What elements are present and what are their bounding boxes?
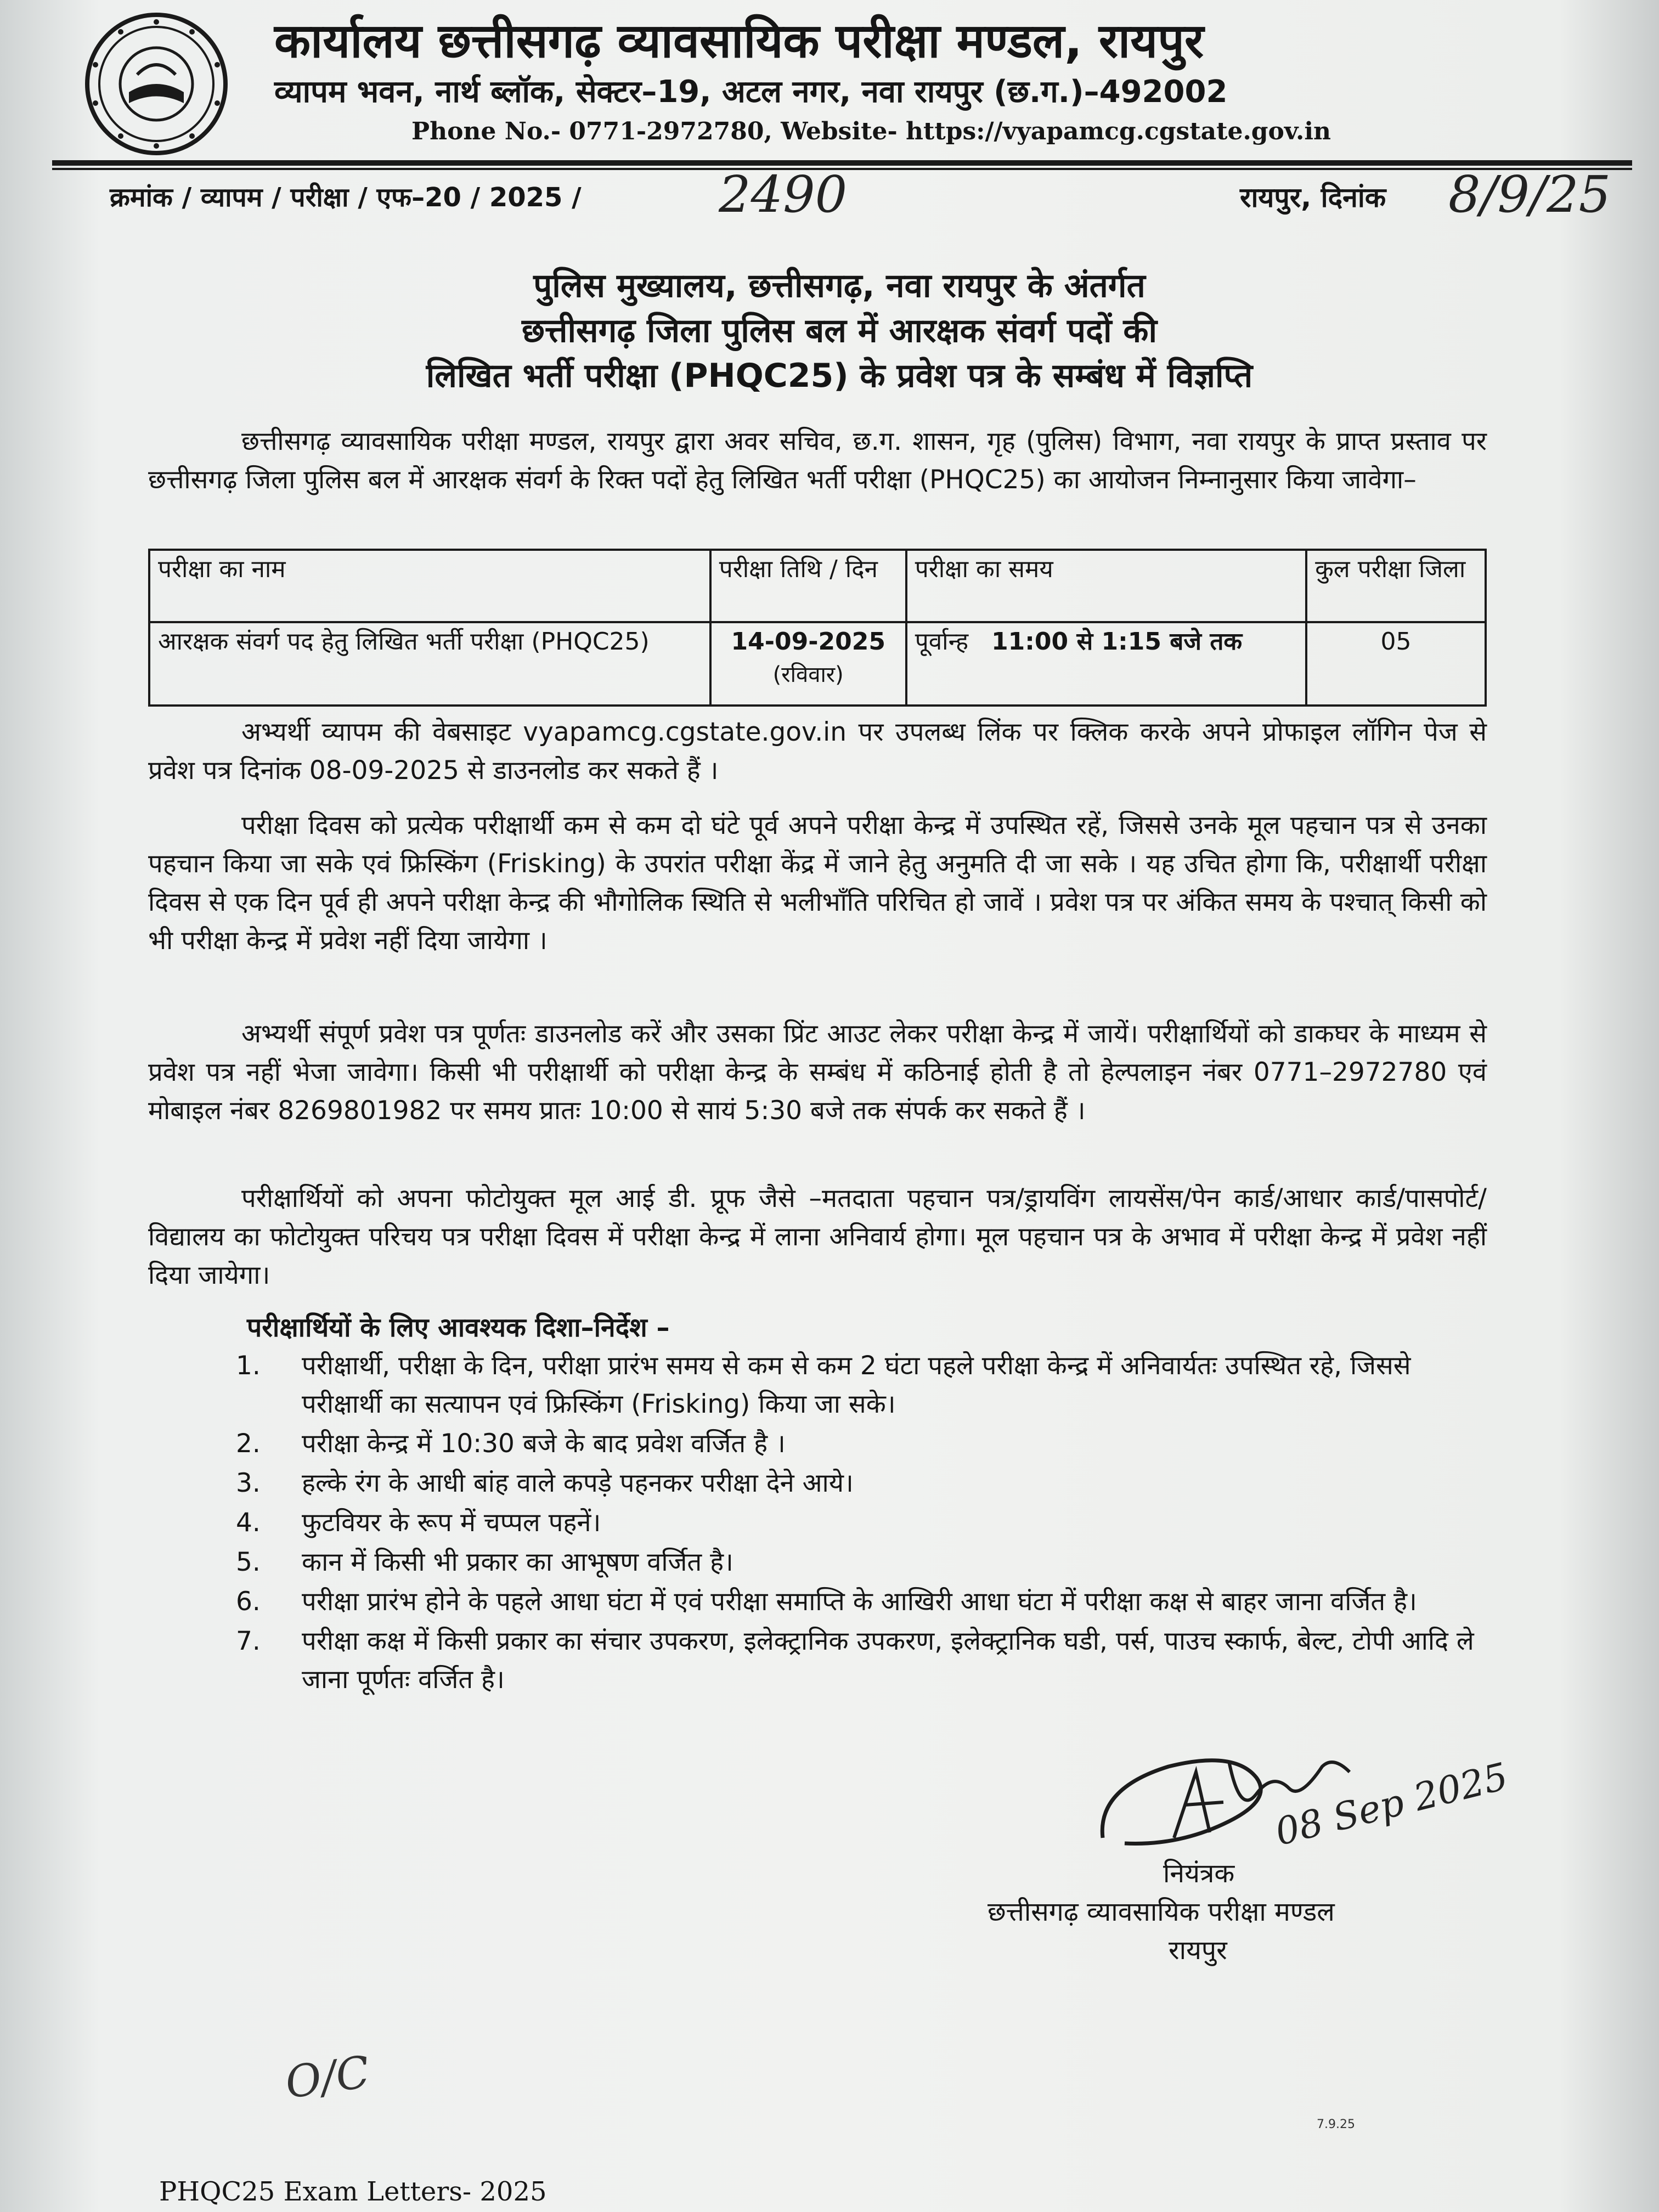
list-item-number: 6. <box>236 1587 261 1617</box>
handwritten-note: O/C <box>282 2046 373 2109</box>
list-item-number: 1. <box>236 1351 261 1381</box>
list-item <box>236 1622 1492 1699</box>
list-item-number: 4. <box>236 1508 261 1538</box>
instructions-list <box>236 1347 1492 1700</box>
list-item <box>236 1347 1492 1424</box>
reference-number-handwritten: 2490 <box>719 165 848 224</box>
list-item-text: परीक्षा प्रारंभ होने के पहले आधा घंटा में एवं परीक्षा समाप्ति के आखिरी आधा घंटा में परीक्षा कक्ष से बाहर जाना वर्जित है। <box>302 1587 1417 1617</box>
list-item-number: 5. <box>236 1547 261 1577</box>
list-item <box>236 1583 1492 1621</box>
exam-date-value: 14-09-2025 <box>731 628 885 656</box>
list-item-text: परीक्षार्थी, परीक्षा के दिन, परीक्षा प्रारंभ समय से कम से कम 2 घंटा पहले परीक्षा केन्द्र में अनिवार्यतः उपस्थित रहे, जिससे परीक्षार्थी का सत्यापन एवं फ्रिस्किंग (Frisking) किया जा सके। <box>302 1351 1411 1419</box>
list-item <box>236 1464 1492 1503</box>
list-item-text: कान में किसी भी प्रकार का आभूषण वर्जित है। <box>302 1547 733 1577</box>
subject-line-2: छत्तीसगढ़ जिला पुलिस बल में आरक्षक संवर्ग पदों की <box>521 312 1157 350</box>
cell-exam-date <box>710 622 906 706</box>
list-item-text: परीक्षा केन्द्र में 10:30 बजे के बाद प्रवेश वर्जित है । <box>302 1429 786 1459</box>
exam-day-value: (रविवार) <box>772 662 844 687</box>
office-contact: Phone No.- 0771-2972780, Website- https://vyapamcg.cgstate.gov.in <box>411 117 1331 145</box>
subject-line-1: पुलिस मुख्यालय, छत्तीसगढ़, नवा रायपुर के अंतर्गत <box>533 267 1146 305</box>
header-total-districts: कुल परीक्षा जिला <box>1306 550 1486 622</box>
header-exam-name: परीक्षा का नाम <box>149 550 710 622</box>
reference-number-label: क्रमांक / व्यापम / परीक्षा / एफ–20 / 2025 / <box>110 182 582 213</box>
signatory-organisation: छत्तीसगढ़ व्यावसायिक परीक्षा मण्डल <box>988 1897 1335 1927</box>
list-item <box>236 1504 1492 1542</box>
table-row <box>149 622 1486 706</box>
date-label: रायपुर, दिनांक <box>1240 182 1386 213</box>
list-item-number: 7. <box>236 1626 261 1656</box>
list-item-number: 3. <box>236 1468 261 1498</box>
reporting-paragraph: परीक्षा दिवस को प्रत्येक परीक्षार्थी कम से कम दो घंटे पूर्व अपने परीक्षा केन्द्र में उपस्थित रहें, जिससे उनके मूल पहचान पत्र से उनका पहचान किया जा सके एवं फ्रिस्किंग (Frisking) के उपरांत परीक्षा केंद्र में जाने हेतु अनुमति दी जा सके । यह उचित होगा कि, परीक्षार्थी परीक्षा दिवस से एक दिन पूर्व ही अपने परीक्षा केन्द्र की भौगोलिक स्थिति से भलीभाँति परिचित हो जावें । प्रवेश पत्र पर अंकित समय के पश्चात् किसी को भी परीक्षा केन्द्र में प्रवेश नहीं दिया जायेगा । <box>148 810 1487 956</box>
instructions-title: परीक्षार्थियों के लिए आवश्यक दिशा–निर्देश – <box>247 1312 670 1343</box>
cell-total-districts: 05 <box>1306 622 1486 706</box>
download-paragraph: अभ्यर्थी व्यापम की वेबसाइट vyapamcg.cgstate.gov.in पर उपलब्ध लिंक पर क्लिक करके अपने प्रोफाइल लॉगिन पेज से प्रवेश पत्र दिनांक 08-09-2025 से डाउनलोड कर सकते हैं । <box>148 717 1487 786</box>
exam-time-value: 11:00 से 1:15 बजे तक <box>991 628 1243 656</box>
exam-schedule-table <box>148 549 1487 707</box>
header-exam-date: परीक्षा तिथि / दिन <box>710 550 906 622</box>
id-proof-paragraph: परीक्षार्थियों को अपना फोटोयुक्त मूल आई डी. प्रूफ जैसे –मतदाता पहचान पत्र/ड्रायविंग लायसेंस/पेन कार्ड/आधार कार्ड/पासपोर्ट/विद्यालय का फोटोयुक्त परिचय पत्र परीक्षा दिवस में परीक्षा केन्द्र में लाना अनिवार्य होगा। मूल पहचान पत्र के अभाव में परीक्षा केन्द्र में प्रवेश नहीं दिया जायेगा। <box>148 1183 1487 1290</box>
list-item <box>236 1425 1492 1463</box>
intro-paragraph: छत्तीसगढ़ व्यावसायिक परीक्षा मण्डल, रायपुर द्वारा अवर सचिव, छ.ग. शासन, गृह (पुलिस) विभाग, नवा रायपुर के प्राप्त प्रस्ताव पर छत्तीसगढ़ जिला पुलिस बल में आरक्षक संवर्ग के रिक्त पदों हेतु लिखित भर्ती परीक्षा (PHQC25) का आयोजन निम्नानुसार किया जावेगा– <box>148 426 1487 495</box>
list-item-text: फुटवियर के रूप में चप्पल पहनें। <box>302 1508 601 1538</box>
exam-time-prefix: पूर्वान्ह <box>915 628 969 656</box>
small-mark: 7.9.25 <box>1317 2118 1355 2131</box>
list-item-text: परीक्षा कक्ष में किसी प्रकार का संचार उपकरण, इलेक्ट्रानिक उपकरण, इलेक्ट्रानिक घडी, पर्स, पाउच स्कार्फ, बेल्ट, टोपी आदि ले जाना पूर्णतः वर्जित है। <box>302 1626 1474 1695</box>
signatory-designation: नियंत्रक <box>1163 1858 1235 1889</box>
subject-line-3: लिखित भर्ती परीक्षा (PHQC25) के प्रवेश पत्र के सम्बंध में विज्ञप्ति <box>426 357 1253 395</box>
signatory-city: रायपुर <box>1169 1935 1227 1966</box>
notice-subject <box>154 263 1525 398</box>
helpline-paragraph: अभ्यर्थी संपूर्ण प्रवेश पत्र पूर्णतः डाउनलोड करें और उसका प्रिंट आउट लेकर परीक्षा केन्द्र में जायें। परीक्षार्थियों को डाकघर के माध्यम से प्रवेश पत्र नहीं भेजा जावेगा। किसी भी परीक्षार्थी को परीक्षा केन्द्र के सम्बंध में कठिनाई होती है तो हेल्पलाइन नंबर 0771–2972780 एवं मोबाइल नंबर 8269801982 पर समय प्रातः 10:00 से सायं 5:30 बजे तक संपर्क कर सकते हैं । <box>148 1019 1487 1126</box>
table-header-row <box>149 550 1486 622</box>
cell-exam-name: आरक्षक संवर्ग पद हेतु लिखित भर्ती परीक्षा (PHQC25) <box>149 622 710 706</box>
list-item <box>236 1543 1492 1582</box>
office-title: कार्यालय छत्तीसगढ़ व्यावसायिक परीक्षा मण्डल, रायपुर <box>274 14 1204 69</box>
vyapam-seal-icon <box>82 10 230 158</box>
header-exam-time: परीक्षा का समय <box>906 550 1306 622</box>
list-item-text: हल्के रंग के आधी बांह वाले कपड़े पहनकर परीक्षा देने आये। <box>302 1468 854 1498</box>
date-handwritten: 8/9/25 <box>1448 165 1611 224</box>
signature-date-handwritten: 08 Sep 2025 <box>1271 1754 1513 1855</box>
list-item-number: 2. <box>236 1429 261 1459</box>
office-address: व्यापम भवन, नार्थ ब्लॉक, सेक्टर–19, अटल नगर, नवा रायपुर (छ.ग.)–492002 <box>274 74 1228 110</box>
footer-label: PHQC25 Exam Letters- 2025 <box>159 2176 547 2207</box>
cell-exam-time <box>906 622 1306 706</box>
